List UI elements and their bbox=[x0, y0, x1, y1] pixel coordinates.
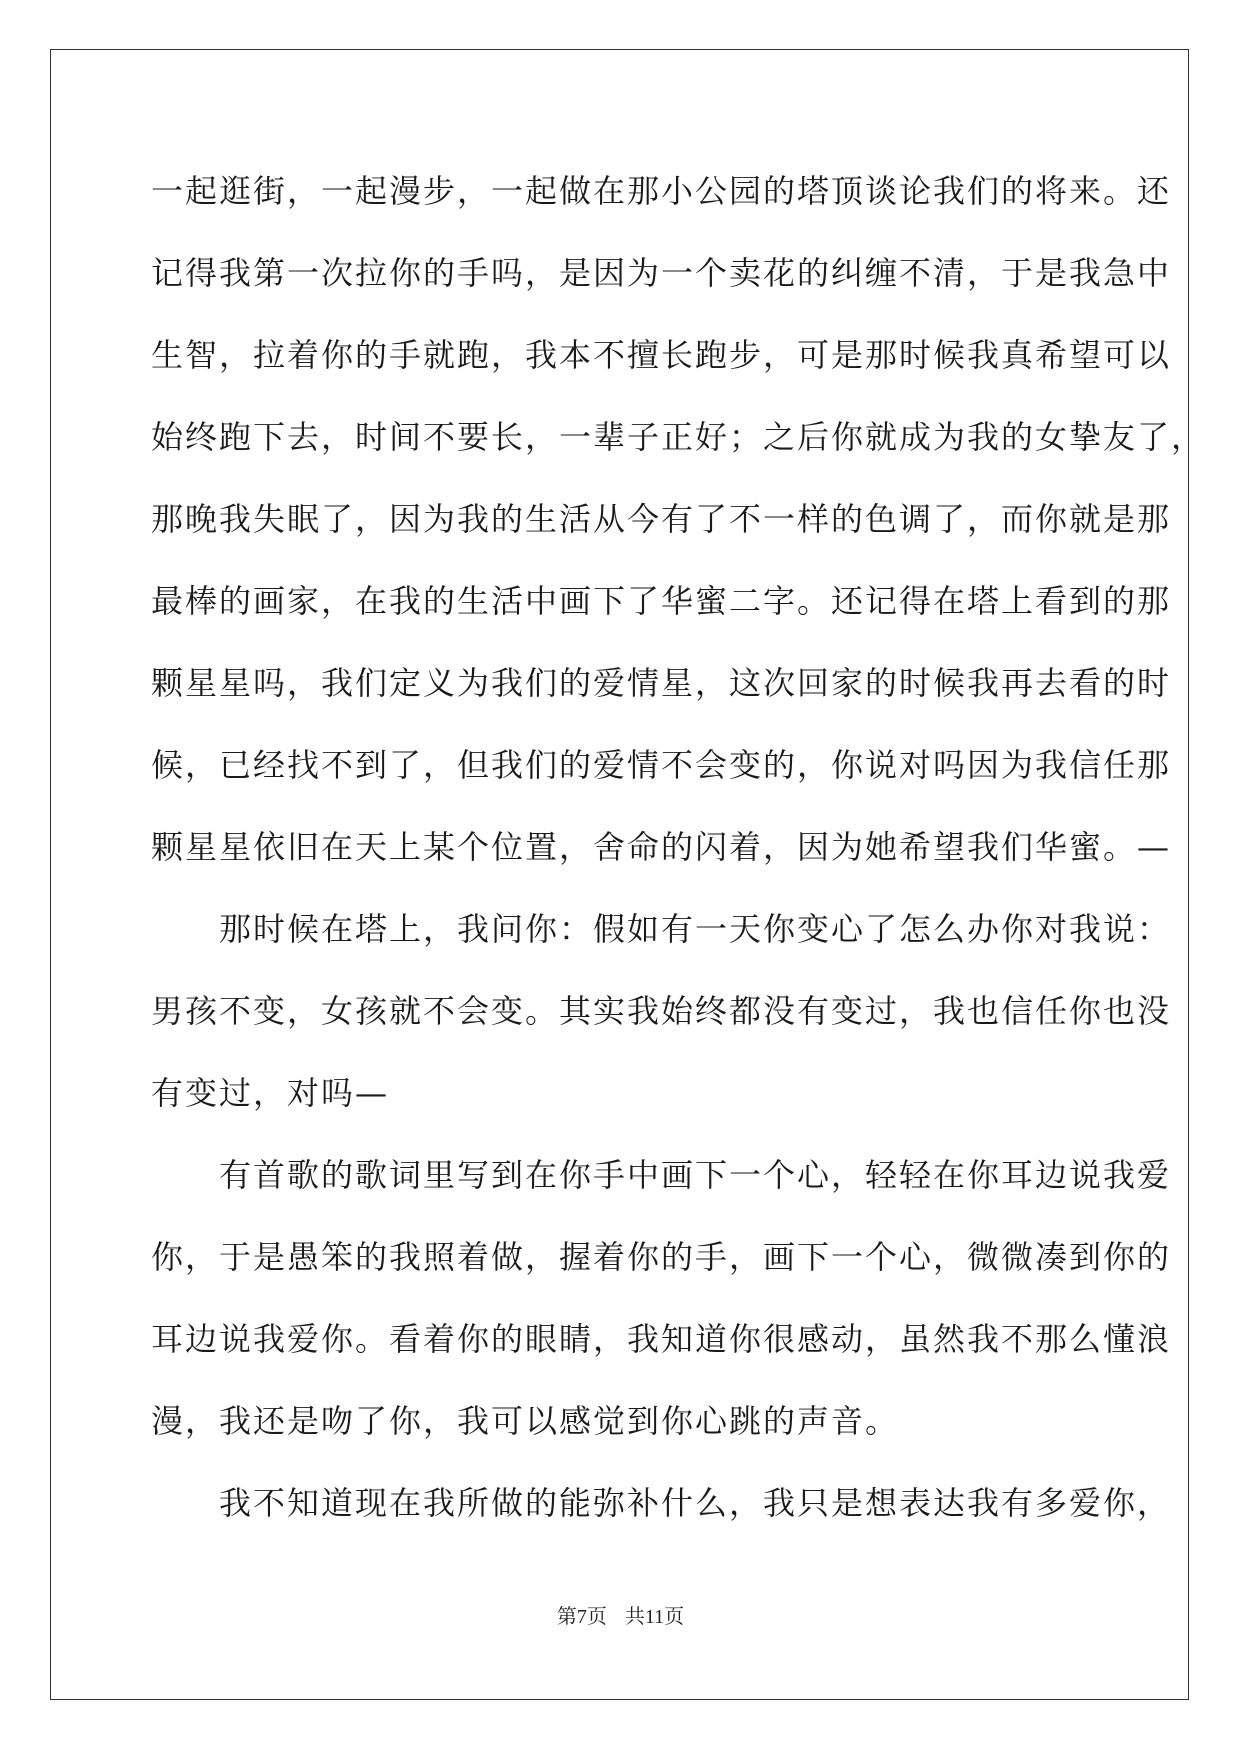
page-number-current: 第7页 bbox=[556, 1606, 607, 1628]
document-body bbox=[151, 163, 1206, 1557]
text-line: 有首歌的歌词里写到在你手中画下一个心，轻轻在你耳边说我爱 bbox=[151, 1156, 1172, 1194]
text-line: 生智，拉着你的手就跑，我本不擅长跑步，可是那时候我真希望可以 bbox=[151, 336, 1172, 374]
text-line: 最棒的画家，在我的生活中画下了华蜜二字。还记得在塔上看到的那 bbox=[151, 582, 1172, 620]
text-line: 候，已经找不到了，但我们的爱情不会变的，你说对吗因为我信任那 bbox=[151, 746, 1172, 784]
text-line: 始终跑下去，时间不要长，一辈子正好；之后你就成为我的女挚友了， bbox=[151, 418, 1206, 456]
text-line: 那时候在塔上，我问你：假如有一天你变心了怎么办你对我说： bbox=[151, 910, 1172, 948]
text-line: 一起逛街，一起漫步，一起做在那小公园的塔顶谈论我们的将来。还 bbox=[151, 172, 1172, 210]
text-line: 那晚我失眠了，因为我的生活从今有了不一样的色调了，而你就是那 bbox=[151, 500, 1172, 538]
text-line: 颗星星依旧在天上某个位置，舍命的闪着，因为她希望我们华蜜。— bbox=[151, 828, 1172, 866]
text-line: 有变过，对吗— bbox=[151, 1074, 390, 1112]
page-footer bbox=[0, 1600, 1241, 1629]
text-line: 耳边说我爱你。看着你的眼睛，我知道你很感动，虽然我不那么懂浪 bbox=[151, 1320, 1172, 1358]
text-line: 我不知道现在我所做的能弥补什么，我只是想表达我有多爱你， bbox=[151, 1484, 1172, 1522]
page-number-total: 共11页 bbox=[624, 1606, 685, 1628]
text-line: 你，于是愚笨的我照着做，握着你的手，画下一个心，微微凑到你的 bbox=[151, 1238, 1172, 1276]
text-line: 漫，我还是吻了你，我可以感觉到你心跳的声音。 bbox=[151, 1402, 900, 1440]
text-line: 男孩不变，女孩就不会变。其实我始终都没有变过，我也信任你也没 bbox=[151, 992, 1172, 1030]
text-line: 颗星星吗，我们定义为我们的爱情星，这次回家的时候我再去看的时 bbox=[151, 664, 1172, 702]
text-line: 记得我第一次拉你的手吗，是因为一个卖花的纠缠不清，于是我急中 bbox=[151, 254, 1172, 292]
